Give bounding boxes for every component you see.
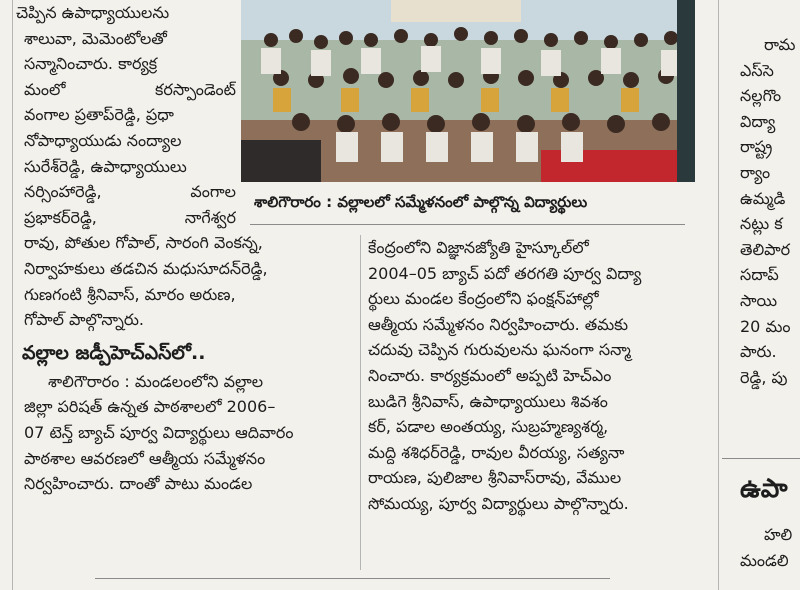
text-line: శాలిగౌరారం : మండలంలోని వల్లాల	[48, 371, 264, 391]
text-line: గుణగంటి శ్రీనివాస్, మారం అరుణ,	[24, 284, 236, 304]
column-divider	[718, 0, 719, 590]
text-line: శాలువా, మెమెంటోలతో	[24, 28, 167, 48]
middle-column	[368, 235, 700, 517]
text-line: నోపాధ్యాయుడు నంద్యాల	[24, 130, 182, 150]
text-line: రామ	[764, 35, 796, 54]
left-edge-divider	[12, 0, 13, 590]
photo-caption: శాలిగౌరారం : వల్లాలలో సమ్మేళనంలో పాల్గొన్న విద్యార్థులు	[254, 193, 588, 211]
text-line: రాయణ, పులిజాల శ్రీనివాస్‌రావు, వేముల	[368, 468, 622, 488]
text-line: బుడిగె శ్రీనివాస్, ఉపాధ్యాయులు శివశం	[368, 391, 608, 411]
text-line: మద్ది శశిధర్‌రెడ్డి, రావుల వీరయ్య, సత్యనా	[368, 442, 625, 462]
text-line: ఎస్‌సె	[740, 60, 774, 80]
text-line: 20 మం	[740, 316, 791, 336]
text-line: ప్రభాకర్‌రెడ్డి, నాగేశ్వర	[24, 207, 236, 227]
text-line: హలి	[764, 525, 793, 544]
text-line: వంగాల ప్రతాప్‌రెడ్డి, ప్రధా	[24, 105, 174, 125]
text-line: నట్లు క	[740, 214, 783, 234]
text-line: కర్, పడాల అంతయ్య, సుబ్రహ్మణ్యశర్మ,	[368, 417, 609, 437]
right-column	[740, 32, 800, 390]
text-line: సన్మానించారు. కార్యక్ర	[24, 54, 158, 74]
text-line: కేంద్రంలోని విజ్ఞానజ్యోతి హైస్కూల్‌లో	[368, 238, 589, 257]
text-line: గోపాల్ పాల్గొన్నారు.	[24, 310, 144, 330]
text-line: 07 టెన్త్ బ్యాచ్ పూర్వ విద్యార్థులు ఆదివారం	[24, 422, 294, 442]
text-line: చదువు చెప్పిన గురువులను ఘనంగా సన్మా	[368, 340, 631, 360]
section-heading: వల్లాల జడ్పీహెచ్‌ఎస్‌లో..	[22, 341, 206, 364]
text-line: పారు.	[740, 342, 777, 362]
text-line: మంలో కరస్పాండెంట్	[24, 79, 236, 99]
text-line: నర్సింహారెడ్డి, వంగాల	[24, 182, 236, 202]
text-line: 2004–05 బ్యాచ్ పదో తరగతి పూర్వ విద్యా	[368, 263, 642, 283]
text-line: సదాప్	[740, 265, 779, 285]
text-line: ఆత్మీయ సమ్మేళనం నిర్వహించారు. తమకు	[368, 314, 629, 334]
right-section-heading: ఉపా	[740, 474, 788, 504]
text-line: సోమయ్య, పూర్వ విద్యార్థులు పాల్గొన్నారు.	[368, 493, 629, 513]
text-line: తెలిపార	[740, 239, 791, 259]
text-line: విద్యా	[740, 111, 776, 131]
left-column	[16, 0, 354, 497]
text-line: ర్థులు మండల కేంద్రంలోని ఫంక్షన్‌హాల్లో	[368, 289, 599, 309]
text-line: రాష్ట్ర	[740, 137, 773, 157]
text-line: నిర్వహించారు. దాంతో పాటు మండల	[24, 474, 253, 494]
right-column-bottom	[740, 522, 800, 573]
text-line: పాఠశాల ఆవరణలో ఆత్మీయ సమ్మేళనం	[24, 448, 266, 468]
bottom-rule	[95, 578, 610, 579]
text-line: చెప్పిన ఉపాధ్యాయులను	[16, 3, 170, 22]
text-line: ఉమ్మడి	[740, 188, 786, 208]
text-line: ర్యాం	[740, 162, 771, 182]
text-line: మండలి	[740, 550, 789, 570]
column-divider	[360, 235, 361, 570]
text-line: సాయి	[740, 290, 778, 310]
text-line: సురేశ్‌రెడ్డి, ఉపాధ్యాయులు	[24, 156, 187, 176]
text-line: రెడ్డి, పు	[740, 367, 788, 387]
text-line: జిల్లా పరిషత్ ఉన్నత పాఠశాలలో 2006–	[24, 397, 276, 417]
text-line: రావు, పోతుల గోపాల్, సారంగి వెంకన్న,	[24, 233, 263, 253]
text-line: నల్లగొం	[740, 86, 782, 106]
text-line: నించారు. కార్యక్రమంలో అప్పటి హెచ్‌ఎం	[368, 365, 612, 385]
right-section-rule	[722, 458, 800, 459]
text-line: నిర్వాహకులు తడచిన మధుసూదన్‌రెడ్డి,	[24, 258, 268, 278]
